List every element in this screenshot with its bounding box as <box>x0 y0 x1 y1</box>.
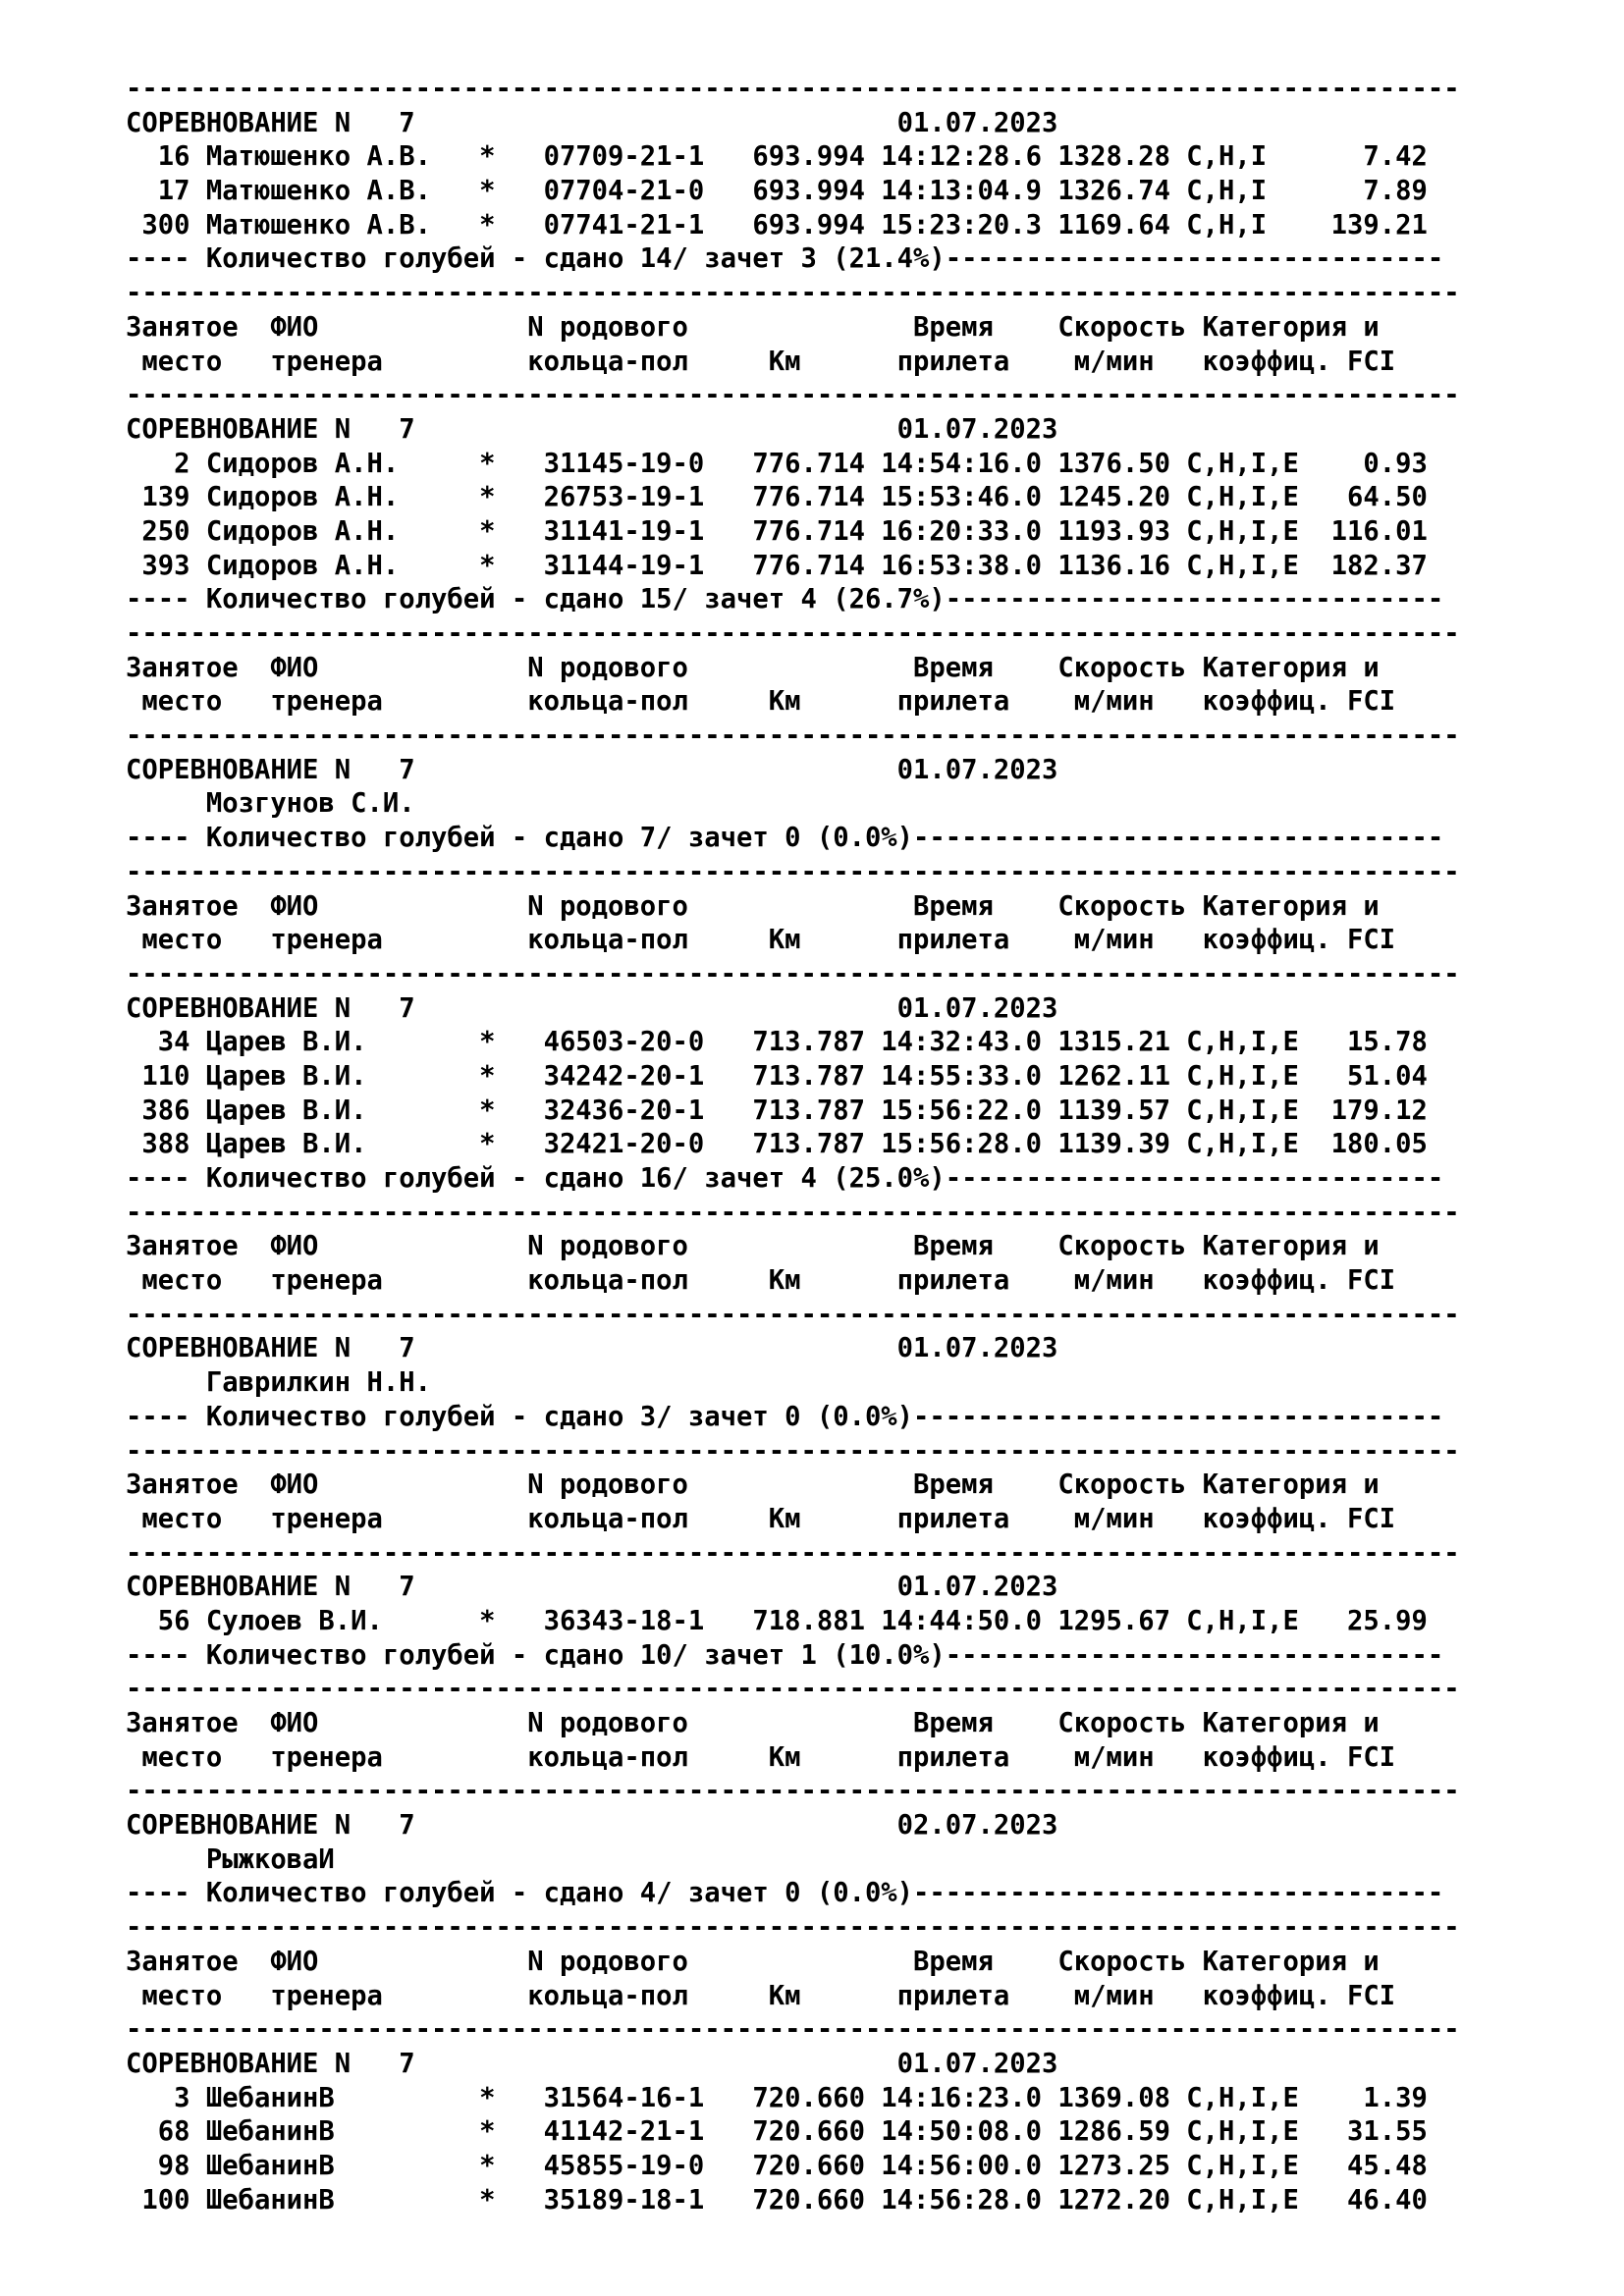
column-header-line: Занятое ФИО N родового Время Скорость Категория и <box>126 890 1380 922</box>
pigeon-count-summary-line: ---- Количество голубей - сдано 7/ зачет 0 (0.0%)--------------------------------- <box>126 823 1444 854</box>
pigeon-count-summary-line: ---- Количество голубей - сдано 4/ зачет 0 (0.0%)--------------------------------- <box>126 1878 1444 1909</box>
pigeon-count-summary-line: ---- Количество голубей - сдано 10/ зачет 1 (10.0%)------------------------------- <box>126 1639 1444 1671</box>
column-header-line: место тренера кольца-пол Км прилета м/мин коэффиц. FCI <box>126 1980 1396 2011</box>
separator-line: ----------------------------------------------------------------------------------- <box>126 278 1460 309</box>
column-header-line: Занятое ФИО N родового Время Скорость Категория и <box>126 1231 1380 1262</box>
result-row: 386 Царев В.И. * 32436-20-1 713.787 15:56:22.0 1139.57 C,H,I,E 179.12 <box>126 1095 1428 1126</box>
result-row: 300 Матюшенко А.В. * 07741-21-1 693.994 15:23:20.3 1169.64 C,H,I 139.21 <box>126 209 1428 240</box>
result-row: 68 ШебанинВ * 41142-21-1 720.660 14:50:08.0 1286.59 C,H,I,E 31.55 <box>126 2116 1428 2148</box>
pigeon-count-summary-line: ---- Количество голубей - сдано 14/ зачет 3 (21.4%)------------------------------- <box>126 243 1444 275</box>
result-row: 250 Сидоров А.Н. * 31141-19-1 776.714 16:20:33.0 1193.93 C,H,I,E 116.01 <box>126 515 1428 547</box>
separator-line: ----------------------------------------------------------------------------------- <box>126 618 1460 649</box>
column-header-line: место тренера кольца-пол Км прилета м/мин коэффиц. FCI <box>126 925 1396 956</box>
result-row: 139 Сидоров А.Н. * 26753-19-1 776.714 15:53:46.0 1245.20 C,H,I,E 64.50 <box>126 482 1428 513</box>
fancier-name-line: Мозгунов С.И. <box>126 788 415 820</box>
result-row: 388 Царев В.И. * 32421-20-0 713.787 15:56:28.0 1139.39 C,H,I,E 180.05 <box>126 1129 1428 1160</box>
separator-line: ----------------------------------------------------------------------------------- <box>126 1197 1460 1228</box>
column-header-line: Занятое ФИО N родового Время Скорость Категория и <box>126 1708 1380 1738</box>
separator-line: ----------------------------------------------------------------------------------- <box>126 721 1460 752</box>
result-row: 34 Царев В.И. * 46503-20-0 713.787 14:32:43.0 1315.21 C,H,I,E 15.78 <box>126 1027 1428 1058</box>
pigeon-count-summary-line: ---- Количество голубей - сдано 16/ зачет 4 (25.0%)------------------------------- <box>126 1163 1444 1194</box>
result-row: 56 Сулоев В.И. * 36343-18-1 718.881 14:44:50.0 1295.67 C,H,I,E 25.99 <box>126 1605 1428 1636</box>
result-row: 98 ШебанинВ * 45855-19-0 720.660 14:56:00.0 1273.25 C,H,I,E 45.48 <box>126 2150 1428 2181</box>
column-header-line: место тренера кольца-пол Км прилета м/мин коэффиц. FCI <box>126 1265 1396 1297</box>
result-row: 3 ШебанинВ * 31564-16-1 720.660 14:16:23.0 1369.08 C,H,I,E 1.39 <box>126 2082 1428 2113</box>
column-header-line: место тренера кольца-пол Км прилета м/мин коэффиц. FCI <box>126 686 1396 718</box>
result-row: 110 Царев В.И. * 34242-20-1 713.787 14:55:33.0 1262.11 C,H,I,E 51.04 <box>126 1060 1428 1092</box>
result-row: 16 Матюшенко А.В. * 07709-21-1 693.994 14:12:28.6 1328.28 C,H,I 7.42 <box>126 141 1428 173</box>
competition-header-line: СОРЕВНОВАНИЕ N 7 01.07.2023 <box>126 1333 1058 1364</box>
separator-line: ----------------------------------------------------------------------------------- <box>126 1299 1460 1330</box>
column-header-line: место тренера кольца-пол Км прилета м/мин коэффиц. FCI <box>126 1503 1396 1534</box>
separator-line: ----------------------------------------------------------------------------------- <box>126 1674 1460 1705</box>
competition-header-line: СОРЕВНОВАНИЕ N 7 01.07.2023 <box>126 413 1058 445</box>
separator-line: ----------------------------------------------------------------------------------- <box>126 1537 1460 1569</box>
race-results-report <box>126 73 1598 2217</box>
column-header-line: Занятое ФИО N родового Время Скорость Категория и <box>126 311 1380 343</box>
separator-line: ----------------------------------------------------------------------------------- <box>126 958 1460 989</box>
column-header-line: место тренера кольца-пол Км прилета м/мин коэффиц. FCI <box>126 346 1396 377</box>
competition-header-line: СОРЕВНОВАНИЕ N 7 01.07.2023 <box>126 107 1058 138</box>
pigeon-count-summary-line: ---- Количество голубей - сдано 3/ зачет 0 (0.0%)--------------------------------- <box>126 1401 1444 1432</box>
separator-line: ----------------------------------------------------------------------------------- <box>126 1912 1460 1944</box>
pigeon-count-summary-line: ---- Количество голубей - сдано 15/ зачет 4 (26.7%)------------------------------- <box>126 584 1444 615</box>
fancier-name-line: РыжковаИ <box>126 1843 335 1875</box>
competition-header-line: СОРЕВНОВАНИЕ N 7 01.07.2023 <box>126 992 1058 1024</box>
separator-line: ----------------------------------------------------------------------------------- <box>126 856 1460 887</box>
competition-header-line: СОРЕВНОВАНИЕ N 7 01.07.2023 <box>126 2048 1058 2079</box>
result-row: 100 ШебанинВ * 35189-18-1 720.660 14:56:28.0 1272.20 C,H,I,E 46.40 <box>126 2184 1428 2216</box>
fancier-name-line: Гаврилкин Н.Н. <box>126 1367 431 1399</box>
separator-line: ----------------------------------------------------------------------------------- <box>126 2014 1460 2046</box>
column-header-line: Занятое ФИО N родового Время Скорость Категория и <box>126 1946 1380 1977</box>
separator-line: ----------------------------------------------------------------------------------- <box>126 1776 1460 1807</box>
separator-line: ----------------------------------------------------------------------------------- <box>126 1435 1460 1467</box>
separator-line: ----------------------------------------------------------------------------------- <box>126 74 1460 104</box>
result-row: 17 Матюшенко А.В. * 07704-21-0 693.994 14:13:04.9 1326.74 C,H,I 7.89 <box>126 176 1428 207</box>
competition-header-line: СОРЕВНОВАНИЕ N 7 01.07.2023 <box>126 1572 1058 1603</box>
competition-header-line: СОРЕВНОВАНИЕ N 7 02.07.2023 <box>126 1810 1058 1842</box>
column-header-line: Занятое ФИО N родового Время Скорость Категория и <box>126 1469 1380 1501</box>
column-header-line: место тренера кольца-пол Км прилета м/мин коэффиц. FCI <box>126 1741 1396 1773</box>
competition-header-line: СОРЕВНОВАНИЕ N 7 01.07.2023 <box>126 754 1058 785</box>
result-row: 393 Сидоров А.Н. * 31144-19-1 776.714 16:53:38.0 1136.16 C,H,I,E 182.37 <box>126 550 1428 581</box>
column-header-line: Занятое ФИО N родового Время Скорость Категория и <box>126 652 1380 683</box>
separator-line: ----------------------------------------------------------------------------------- <box>126 380 1460 411</box>
result-row: 2 Сидоров А.Н. * 31145-19-0 776.714 14:54:16.0 1376.50 C,H,I,E 0.93 <box>126 448 1428 479</box>
